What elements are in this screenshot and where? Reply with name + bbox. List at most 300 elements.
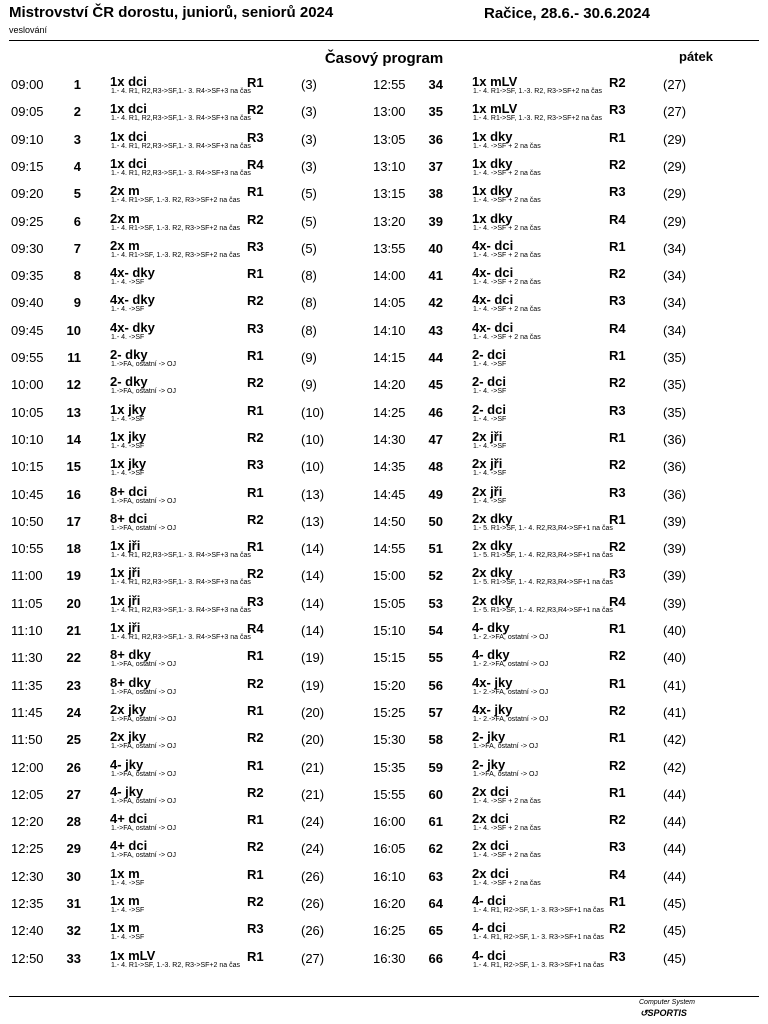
race-num: 50: [428, 513, 443, 529]
race-row: [9, 347, 389, 373]
race-row: [371, 292, 751, 318]
race-heat: R3: [609, 948, 626, 964]
race-time: 12:50: [11, 950, 44, 966]
race-note: 1.- 4. ->SF: [111, 333, 145, 341]
race-boat: 1x jři: [110, 565, 141, 581]
race-time: 15:20: [373, 677, 406, 693]
race-note: 1.->FA, ostatní -> OJ: [111, 497, 176, 505]
race-num: 7: [73, 240, 81, 256]
race-boat: 1x dky: [472, 128, 513, 144]
race-note: 1.- 4. R1->SF, 1.-3. R2, R3->SF+2 na čas: [111, 224, 240, 232]
race-num: 8: [73, 268, 81, 284]
race-boat: 2x m: [110, 237, 140, 253]
race-num: 41: [428, 268, 443, 284]
race-time: 13:05: [373, 131, 406, 147]
race-time: 15:10: [373, 623, 406, 638]
race-boat: 2x jky: [110, 701, 147, 717]
race-num: 59: [428, 759, 443, 775]
race-entries: (9): [301, 350, 317, 365]
race-time: 11:10: [11, 623, 43, 638]
race-boat: 1x mLV: [110, 947, 156, 963]
race-row: [9, 238, 389, 264]
race-row: [9, 456, 389, 482]
race-time: 10:55: [11, 541, 44, 557]
race-num: 53: [428, 595, 443, 611]
race-note: 1.->FA, ostatní -> OJ: [111, 743, 176, 751]
race-heat: R1: [609, 429, 626, 445]
race-entries: (24): [301, 841, 325, 857]
race-row: [371, 920, 751, 946]
race-note: 1.- 4. ->SF: [111, 934, 145, 942]
race-time: 16:00: [373, 814, 406, 830]
race-note: 1.- 4. ->SF + 2 na čas: [473, 306, 541, 314]
race-time: 13:15: [373, 186, 406, 202]
race-row: [371, 647, 751, 673]
race-boat: 4x- dky: [110, 319, 155, 335]
race-num: 45: [428, 377, 443, 393]
race-row: [9, 866, 389, 892]
race-heat: R2: [247, 293, 264, 309]
race-boat: 2x dky: [472, 592, 513, 608]
race-boat: 2- jky: [472, 729, 506, 745]
race-boat: 1x m: [110, 893, 140, 908]
race-entries: (35): [663, 350, 687, 365]
event-subtitle: veslování: [9, 25, 48, 35]
race-time: 11:00: [11, 568, 43, 584]
race-entries: (14): [301, 595, 325, 611]
race-heat: R3: [247, 238, 264, 254]
race-entries: (21): [301, 759, 325, 775]
race-heat: R2: [247, 211, 264, 227]
race-boat: 1x dky: [472, 210, 513, 226]
race-heat: R1: [609, 348, 626, 363]
race-note: 1.- 4. R1, R2,R3->SF,1.- 3. R4->SF+3 na čas: [111, 579, 251, 587]
race-heat: R2: [247, 102, 264, 118]
computer-system-label: Computer System: [639, 999, 696, 1006]
race-time: 16:25: [373, 923, 406, 939]
race-entries: (8): [301, 268, 317, 284]
race-row: [9, 702, 389, 728]
race-heat: R2: [247, 730, 264, 746]
race-boat: 4- jky: [110, 783, 144, 799]
race-boat: 1x jky: [110, 428, 147, 444]
race-time: 10:10: [11, 431, 44, 447]
race-num: 55: [428, 650, 443, 666]
race-note: 1.- 4. ->SF + 2 na čas: [473, 224, 541, 232]
race-num: 33: [66, 950, 81, 966]
race-note: 1.- 4. ->SF + 2 na čas: [473, 797, 541, 805]
race-entries: (13): [301, 513, 325, 529]
race-heat: R1: [609, 129, 626, 145]
race-note: 1.- 4. ->SF + 2 na čas: [473, 333, 541, 341]
race-row: [9, 74, 389, 100]
race-boat: 4- dky: [472, 647, 510, 663]
race-note: 1.- 4. ->SF + 2 na čas: [473, 825, 541, 833]
race-boat: 2x dky: [472, 510, 513, 526]
race-row: [371, 620, 751, 646]
race-time: 11:35: [11, 677, 43, 693]
race-boat: 4x- jky: [472, 674, 513, 690]
race-num: 56: [428, 677, 443, 693]
race-note: 1.- 2.->FA, ostatní -> OJ: [473, 715, 549, 723]
race-heat: R1: [609, 730, 626, 746]
race-time: 09:20: [11, 186, 44, 202]
race-num: 32: [66, 923, 81, 939]
race-time: 14:05: [373, 295, 406, 311]
race-note: 1.- 5. R1->SF, 1.- 4. R2,R3,R4->SF+1 na čas: [473, 552, 613, 560]
race-heat: R1: [247, 184, 264, 200]
race-heat: R1: [247, 75, 264, 90]
race-entries: (26): [301, 923, 325, 939]
race-note: 1.- 4. R1, R2,R3->SF,1.- 3. R4->SF+3 na čas: [111, 552, 251, 560]
race-boat: 1x dci: [110, 101, 147, 117]
race-time: 13:20: [373, 213, 406, 229]
race-time: 15:25: [373, 704, 406, 720]
race-boat: 8+ dci: [110, 483, 148, 499]
race-note: 1.->FA, ostatní -> OJ: [111, 388, 176, 396]
race-note: 1.->FA, ostatní -> OJ: [111, 524, 176, 532]
race-entries: (27): [663, 104, 687, 120]
race-row: [9, 565, 389, 591]
race-boat: 2- dky: [110, 347, 148, 362]
race-entries: (19): [301, 677, 325, 693]
race-heat: R1: [247, 648, 264, 664]
race-heat: R3: [247, 320, 264, 336]
race-note: 1.- 5. R1->SF, 1.- 4. R2,R3,R4->SF+1 na čas: [473, 606, 613, 614]
race-time: 13:55: [373, 240, 406, 256]
race-time: 14:20: [373, 377, 406, 393]
race-boat: 2x m: [110, 183, 140, 199]
race-note: 1.- 4. ->SF + 2 na čas: [473, 169, 541, 177]
race-heat: R1: [609, 784, 626, 800]
race-num: 60: [428, 786, 443, 802]
program-title: Časový program: [324, 50, 444, 67]
race-entries: (39): [663, 595, 687, 611]
race-row: [9, 265, 389, 291]
race-entries: (24): [301, 814, 325, 830]
race-entries: (14): [301, 568, 325, 584]
race-time: 16:30: [373, 950, 406, 966]
race-entries: (3): [301, 104, 317, 120]
race-note: 1.- 4. ->SF + 2 na čas: [473, 251, 541, 259]
race-entries: (36): [663, 431, 687, 447]
race-entries: (5): [301, 213, 317, 229]
race-num: 65: [428, 923, 443, 939]
race-boat: 8+ dky: [110, 647, 151, 663]
race-entries: (14): [301, 623, 325, 638]
race-row: [371, 456, 751, 482]
race-heat: R4: [609, 593, 626, 609]
race-num: 52: [428, 568, 443, 584]
race-num: 12: [66, 377, 81, 393]
race-heat: R1: [609, 675, 626, 691]
race-row: [371, 265, 751, 291]
race-row: [371, 129, 751, 155]
race-row: [371, 211, 751, 237]
race-row: [371, 402, 751, 428]
race-time: 09:15: [11, 158, 44, 174]
race-boat: 2x jři: [472, 456, 503, 472]
race-row: [9, 211, 389, 237]
race-note: 1.->FA, ostatní -> OJ: [111, 688, 176, 696]
race-num: 49: [428, 486, 443, 502]
race-note: 1.- 4. R1->SF, 1.-3. R2, R3->SF+2 na čas: [111, 251, 240, 259]
race-time: 14:50: [373, 513, 406, 529]
race-num: 31: [66, 896, 81, 911]
race-entries: (44): [663, 868, 687, 884]
race-heat: R2: [609, 757, 626, 773]
race-row: [9, 402, 389, 428]
race-heat: R3: [609, 293, 626, 309]
race-row: [371, 757, 751, 783]
race-time: 12:05: [11, 786, 44, 802]
race-num: 5: [73, 186, 81, 202]
race-heat: R4: [609, 866, 626, 882]
race-heat: R3: [609, 402, 626, 418]
race-entries: (29): [663, 158, 687, 174]
race-boat: 2x dci: [472, 783, 509, 799]
race-num: 39: [428, 213, 443, 229]
race-row: [9, 429, 389, 455]
race-time: 14:35: [373, 459, 406, 475]
race-row: [371, 893, 751, 919]
race-heat: R3: [247, 457, 264, 473]
race-time: 14:30: [373, 431, 406, 447]
race-num: 19: [66, 568, 81, 584]
race-heat: R3: [609, 102, 626, 118]
race-row: [371, 429, 751, 455]
race-heat: R1: [247, 348, 264, 363]
race-num: 34: [428, 77, 443, 92]
race-note: 1.- 4. ->SF: [473, 470, 507, 478]
race-entries: (10): [301, 431, 325, 447]
schedule-column-left: [9, 0, 389, 1024]
race-boat: 2x dci: [472, 865, 509, 881]
race-time: 12:55: [373, 77, 406, 92]
race-row: [371, 484, 751, 510]
race-boat: 1x jři: [110, 592, 141, 608]
race-boat: 2x dci: [472, 811, 509, 827]
race-heat: R3: [609, 839, 626, 855]
race-row: [371, 784, 751, 810]
race-note: 1.->FA, ostatní -> OJ: [111, 361, 176, 368]
race-note: 1.- 5. R1->SF, 1.- 4. R2,R3,R4->SF+1 na čas: [473, 579, 613, 587]
race-boat: 1x jři: [110, 538, 141, 554]
race-entries: (29): [663, 213, 687, 229]
race-entries: (8): [301, 322, 317, 338]
race-note: 1.- 4. ->SF: [111, 879, 145, 887]
race-num: 14: [66, 431, 81, 447]
race-row: [371, 948, 751, 974]
race-heat: R2: [609, 375, 626, 391]
race-num: 2: [73, 104, 81, 120]
schedule-column-right: [371, 0, 751, 1024]
race-row: [371, 838, 751, 864]
race-boat: 2- jky: [472, 756, 506, 772]
race-row: [371, 538, 751, 564]
race-time: 10:15: [11, 459, 44, 475]
race-num: 4: [73, 158, 81, 174]
race-num: 27: [66, 786, 81, 802]
race-note: 1.- 4. ->SF + 2 na čas: [473, 142, 541, 150]
race-note: 1.- 4. ->SF: [111, 279, 145, 287]
race-num: 17: [66, 513, 81, 529]
race-boat: 1x dky: [472, 183, 513, 199]
race-heat: R1: [609, 511, 626, 527]
race-entries: (5): [301, 240, 317, 256]
race-num: 10: [66, 322, 81, 338]
race-entries: (9): [301, 377, 317, 393]
race-entries: (44): [663, 841, 687, 857]
race-time: 11:05: [11, 595, 43, 611]
race-num: 13: [66, 404, 81, 420]
race-heat: R1: [609, 621, 626, 636]
race-row: [371, 511, 751, 537]
race-boat: 1x mLV: [472, 74, 518, 89]
race-note: 1.->FA, ostatní -> OJ: [473, 743, 538, 751]
race-time: 14:45: [373, 486, 406, 502]
race-row: [9, 511, 389, 537]
race-note: 1.- 4. ->SF: [111, 442, 145, 450]
race-boat: 4- dci: [472, 947, 506, 963]
race-time: 12:30: [11, 868, 44, 884]
race-time: 14:10: [373, 322, 406, 338]
race-boat: 2x dky: [472, 565, 513, 581]
race-time: 09:30: [11, 240, 44, 256]
race-heat: R2: [247, 839, 264, 855]
race-time: 16:05: [373, 841, 406, 857]
race-time: 09:35: [11, 268, 44, 284]
race-note: 1.- 4. ->SF: [473, 361, 507, 368]
race-boat: 1x jky: [110, 401, 147, 417]
race-time: 09:10: [11, 131, 44, 147]
race-row: [371, 320, 751, 346]
race-boat: 2x jky: [110, 729, 147, 745]
race-time: 12:40: [11, 923, 44, 939]
race-num: 23: [66, 677, 81, 693]
race-num: 21: [66, 623, 81, 638]
race-heat: R3: [247, 593, 264, 609]
race-entries: (41): [663, 704, 687, 720]
race-boat: 1x m: [110, 920, 140, 936]
race-note: 1.- 4. ->SF: [111, 415, 145, 423]
race-row: [371, 702, 751, 728]
race-time: 15:30: [373, 732, 406, 748]
race-note: 1.- 5. R1->SF, 1.- 4. R2,R3,R4->SF+1 na čas: [473, 524, 613, 532]
race-num: 25: [66, 732, 81, 748]
race-num: 54: [428, 623, 443, 638]
race-row: [371, 156, 751, 182]
race-entries: (42): [663, 759, 687, 775]
race-time: 13:10: [373, 158, 406, 174]
race-row: [371, 593, 751, 619]
race-note: 1.- 2.->FA, ostatní -> OJ: [473, 661, 549, 669]
race-entries: (36): [663, 459, 687, 475]
race-boat: 1x dky: [472, 155, 513, 171]
race-boat: 2- dci: [472, 374, 506, 390]
race-entries: (41): [663, 677, 687, 693]
race-heat: R1: [247, 948, 264, 964]
race-heat: R1: [609, 238, 626, 254]
race-heat: R2: [609, 812, 626, 828]
race-num: 58: [428, 732, 443, 748]
race-note: 1.- 4. R1, R2->SF, 1.- 3. R3->SF+1 na čas: [473, 907, 604, 914]
race-entries: (39): [663, 541, 687, 557]
race-time: 09:55: [11, 350, 44, 365]
race-boat: 4- dci: [472, 893, 506, 908]
race-num: 3: [73, 131, 81, 147]
race-entries: (39): [663, 513, 687, 529]
race-entries: (45): [663, 896, 687, 911]
race-row: [371, 101, 751, 127]
race-boat: 8+ dci: [110, 510, 148, 526]
race-row: [371, 729, 751, 755]
race-time: 09:05: [11, 104, 44, 120]
race-heat: R2: [609, 457, 626, 473]
race-entries: (3): [301, 77, 317, 92]
race-boat: 4x- dci: [472, 237, 514, 253]
race-note: 1.- 4. R1->SF, 1.-3. R2, R3->SF+2 na čas: [111, 197, 240, 205]
race-num: 42: [428, 295, 443, 311]
race-entries: (27): [663, 77, 687, 92]
race-time: 11:45: [11, 704, 43, 720]
race-heat: R2: [609, 156, 626, 172]
race-note: 1.- 4. ->SF + 2 na čas: [473, 852, 541, 860]
race-time: 13:00: [373, 104, 406, 120]
race-boat: 4x- dci: [472, 319, 514, 335]
race-num: 9: [73, 295, 81, 311]
race-note: 1.->FA, ostatní -> OJ: [111, 770, 176, 778]
race-num: 66: [428, 950, 443, 966]
race-num: 43: [428, 322, 443, 338]
race-row: [371, 347, 751, 373]
race-time: 09:25: [11, 213, 44, 229]
race-time: 14:25: [373, 404, 406, 420]
race-note: 1.->FA, ostatní -> OJ: [473, 770, 538, 778]
race-time: 09:45: [11, 322, 44, 338]
race-heat: R2: [247, 429, 264, 445]
race-entries: (19): [301, 650, 325, 666]
race-num: 47: [428, 431, 443, 447]
race-row: [9, 538, 389, 564]
race-row: [371, 238, 751, 264]
race-entries: (35): [663, 377, 687, 393]
race-row: [371, 675, 751, 701]
race-row: [371, 811, 751, 837]
race-boat: 1x jky: [110, 456, 147, 472]
race-boat: 4- jky: [110, 756, 144, 772]
race-note: 1.- 4. R1, R2,R3->SF,1.- 3. R4->SF+3 na čas: [111, 88, 251, 95]
race-num: 36: [428, 131, 443, 147]
race-num: 63: [428, 868, 443, 884]
race-row: [9, 920, 389, 946]
race-num: 15: [66, 459, 81, 475]
race-entries: (45): [663, 950, 687, 966]
race-num: 18: [66, 541, 81, 557]
race-heat: R2: [609, 539, 626, 555]
race-entries: (42): [663, 732, 687, 748]
race-boat: 4- dci: [472, 920, 506, 936]
race-heat: R2: [247, 894, 264, 909]
race-entries: (20): [301, 732, 325, 748]
race-time: 10:50: [11, 513, 44, 529]
race-note: 1.->FA, ostatní -> OJ: [111, 661, 176, 669]
race-heat: R3: [247, 129, 264, 145]
race-boat: 4x- dci: [472, 292, 514, 308]
race-heat: R1: [247, 539, 264, 555]
race-time: 12:25: [11, 841, 44, 857]
race-num: 1: [73, 77, 81, 92]
